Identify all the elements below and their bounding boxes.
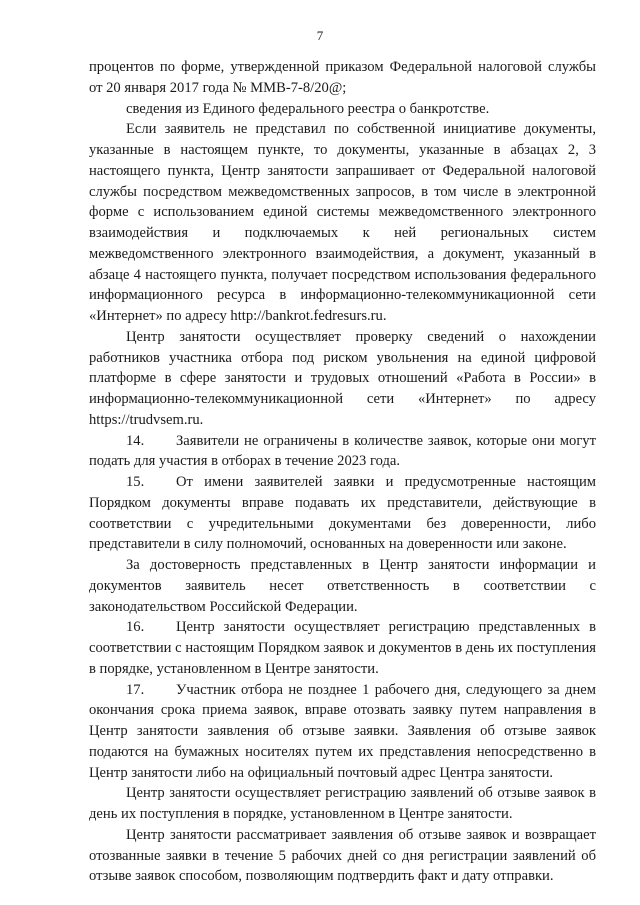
clause-text: Участник отбора не позднее 1 рабочего дня, следующего за днем окончания срока приема заявок, вправе отозвать заявку путем направления в Центр занятости заявления об отзыве заявки. Заявления об отзыве заявок подаются на бумажных носителях путем их представления непосредственно в Центр занятости либо на официальный почтовый адрес Центра занятости. xyxy=(89,681,596,781)
clause-text: От имени заявителей заявки и предусмотренные настоящим Порядком документы вправе подавать их представители, действующие в соответствии с учредительными документами без доверенности, либо представители в силу полномочий, основанных на доверенности или законе. xyxy=(89,474,596,553)
document-body xyxy=(89,57,596,887)
paragraph-3: Если заявитель не представил по собственной инициативе документы, указанные в настоящем пункте, то документы, указанные в абзацах 2, 3 настоящего пункта, Центр занятости запрашивает от Федеральной налоговой службы посредством межведомственных запросов, в том числе в электронной форме с использованием единой системы межведомственного электронного взаимодействия и подключаемых к ней региональных систем межведомственного электронного взаимодействия, а документ, указанный в абзаце 4 настоящего пункта, получает посредством использования федерального информационного ресурса в информационно-телекоммуникационной сети «Интернет» по адресу http://bankrot.fedresurs.ru. xyxy=(89,121,596,324)
clause-number: 16. xyxy=(126,619,145,636)
clause-16 xyxy=(89,617,596,679)
paragraph-4: Центр занятости осуществляет проверку сведений о нахождении работников участника отбора под риском увольнения на единой цифровой платформе в сфере занятости и трудовых отношений «Работа в России» в информационно-телекоммуникационной сети «Интернет» по адресу https://trudvsem.ru. xyxy=(89,328,596,428)
clause-17 xyxy=(89,680,596,784)
clause-number: 14. xyxy=(126,432,145,449)
clause-number: 15. xyxy=(126,474,145,490)
clause-15 xyxy=(89,472,596,555)
paragraph-1: процентов по форме, утвержденной приказом Федеральной налоговой службы от 20 января 2017 года № ММВ-7-8/20@; xyxy=(89,59,596,96)
clause-number: 17. xyxy=(126,681,145,698)
page-number: 7 xyxy=(316,28,324,43)
clause-text: Заявители не ограничены в количестве заявок, которые они могут подать для участия в отборах в течение 2023 года. xyxy=(89,432,596,470)
paragraph-10: Центр занятости осуществляет регистрацию заявлений об отзыве заявок в день их поступления в порядке, установленном в Центре занятости. xyxy=(89,785,596,822)
paragraph-7: За достоверность представленных в Центр занятости информации и документов заявитель несет ответственность в соответствии с законодательством Российской Федерации. xyxy=(89,557,596,615)
paragraph-2: сведения из Единого федерального реестра о банкротстве. xyxy=(126,100,490,117)
clause-text: Центр занятости осуществляет регистрацию представленных в соответствии с настоящим Порядком заявок и документов в день их поступления в порядке, установленном в Центре занятости. xyxy=(89,619,596,677)
clause-14 xyxy=(89,431,596,473)
paragraph-11: Центр занятости рассматривает заявления об отзыве заявок и возвращает отозванные заявки в течение 5 рабочих дней со дня регистрации заявлений об отзыве заявок способом, позволяющим подтвердить факт и дату отправки. xyxy=(89,826,596,885)
